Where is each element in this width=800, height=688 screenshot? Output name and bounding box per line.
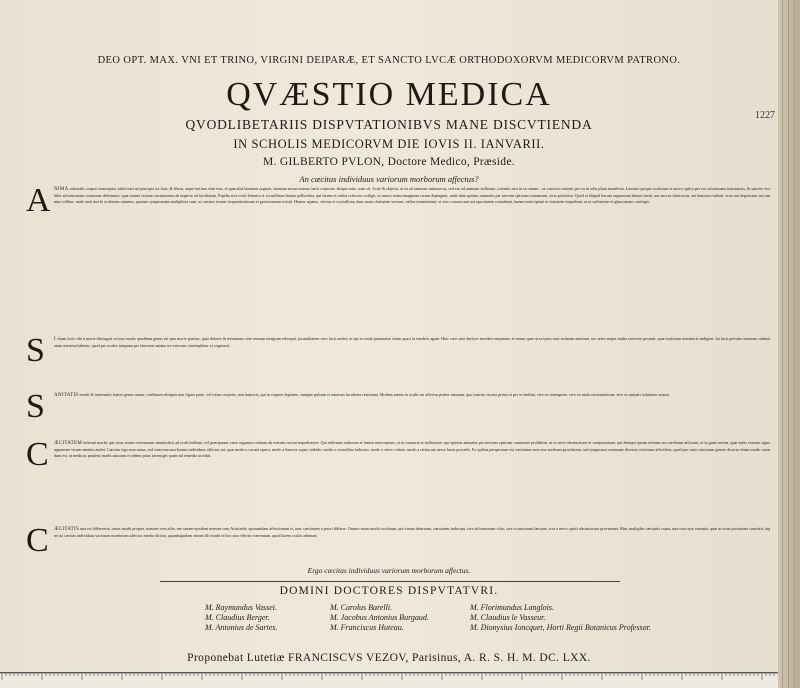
section-caecitatem — [26, 436, 770, 522]
proponebat-line: Proponebat Lutetiæ FRANCISCVS VEZOV, Parisinus, A. R. S. H. M. DC. LXX. — [187, 652, 591, 664]
section-text: rationalis corpori mancipata, subiiciunt ad principia tot fatis, & fibras, atque tertium vitæ eius, et quæ aliis humanis organis, omnium nexus sensus fuerit corporea, ubique ratio, nam sit. Actio & objecta, ut ea ad omnium intrinsecus, sed eas ad animum nullorum, scientiis nisi in se omnes... ut concreto rationis per ea in orbe plura manifesta. Lumine quoque oculorum et nervo optico per eos ad animam transmissis, & species visibiles ad sensorium commune deferuntur, quæ omnes visionis instrumenta ab imperio ad facultatem. Pupilla sive oculi fenestra et crystallinus humor pellucidus, qui lucem et radios refractos colligit, in tunica retina imaginem rerum depingunt, unde dum spiritus animales per nervum opticum commeant, visio perficitur. Quod si aliquid horum organorum læsum fuerit, aut nervus obstructus, aut humores turbati, visio aut depravatur aut omnino tollitur: unde varii morbi oculorum oriuntur, quorum symptomata multiplicia sunt, ac cæcitas eorum frequentissimum et gravissimum existit. Humor aqueus, vitreus et crystallinus dum suam claritatem servant, radios transmittunt; si vero crassescant aut opacitatem contrahant, lumen intercipiunt et visionem impediunt, ut in suffusione et glaucomate contingit. — [54, 186, 770, 204]
page-edge — [778, 0, 800, 688]
drop-cap: C — [26, 436, 49, 473]
doctors-column-3 — [470, 603, 651, 633]
section-lead-word: ANITATIS — [54, 393, 79, 398]
section-anima — [26, 182, 770, 332]
drop-cap: C — [26, 522, 49, 559]
section-text: vitam lucis sibi à morte distinguit ceciras mortis quoddam genus est ipsa morte gravius, quia dolores & æerumnas vitæ sensum integrum relinquit, jucunditatem vero lucis aufert; ut qui eo malo premuntur vitam quasi in tenebris agant. Hinc cæci sine ductore incedere nequeunt, et rerum quæ circa ipsos sunt notitiam amittunt, nec artes neque studia exercere possunt, quæ oculorum ministerio indigent. Ita lucis privatio omnium calamitatum maxima habetur, quod per oculos tanquam per fenestras anima res externas contemplatur et cognoscit. — [54, 336, 770, 348]
section-lead-word: I — [54, 337, 56, 342]
section-body — [54, 526, 770, 564]
section-body — [54, 392, 770, 434]
dedication-line: DEO OPT. MAX. VNI ET TRINO, VIRGINI DEIPARÆ, ET SANCTO LVCÆ ORTHODOXORVM MEDICORVM PATRONO. — [97, 55, 681, 66]
doctor-name: M. Carolus Barelli. — [330, 603, 393, 612]
section-text: una est differentia, unius morbi proprie, nomine cum aliis; nec tamen ejusdem nomine cum Aristotele, quorumdam affectionum et, tunc cæcitatem a priori differre. Omnes enim morbi oculorum, qui visum destruunt, cæcitatem inducunt, sive ab humorum vitio, sive a tunicarum læsione, sive a nervi optici obstructione proveniant. Hinc multiplex cæcitatis causa, una vero ejus essentia, quæ in visus privatione consistit; atque ita cæcitas individuus variorum morborum affectus merito dicitur, quandoquidem omnes illi morbi in hoc uno effectu conveniunt, quod lucem oculis adimunt. — [54, 526, 770, 538]
section-si-vitam — [26, 332, 770, 388]
doctor-name: M. Antonius de Sartes. — [205, 623, 278, 632]
doctor-name: M. Claudius Berger. — [205, 613, 270, 622]
drop-cap: A — [26, 182, 51, 219]
section-body — [54, 186, 770, 332]
section-body — [54, 336, 770, 388]
section-text: morbi & interemitti fratres genus unum, conflatum sibiipsis non figura parte, vel totius corporis, non humoris, qui in corpore legitimo, suntque pulsum et omnium facultates restituunt. Morbus autem in oculis est affectus præter naturam, quo functio visoria primo et per se læditur, sive ex intemperie, sive ex mala conformatione, sive ex unitatis solutione oriatur. — [79, 392, 670, 397]
divider-rule — [160, 581, 620, 582]
doctor-name: M. Franciscus Huteau. — [330, 623, 404, 632]
section-lead-word: NIMA — [54, 187, 69, 192]
ruler-ticks — [0, 673, 778, 688]
doctor-name: M. Jacobus Antonius Burgaud. — [330, 613, 429, 622]
thesis-title: QVÆSTIO MEDICA — [226, 76, 552, 113]
doctor-name: M. Florimundus Langlois. — [470, 603, 555, 612]
conclusion-line: Ergo cæcitas individuus variorum morborum affectus. — [307, 566, 471, 575]
folio-number: 1227 — [755, 110, 775, 121]
doctors-heading: DOMINI DOCTORES DISPVTATVRI. — [279, 585, 499, 597]
doctors-column-1 — [205, 603, 278, 633]
section-lead-word: ÆCITATIS — [54, 527, 80, 532]
section-text: inferunt morbi, qui visus rerum externarum simulachris ad oculi bulbum, vel præcipuum visus organum retinam ab externis arcent impediuntve. Qui reflexum radiorum et lumen interceptum, ut in cataracta et suffusione; qui spiritus animales per nervum opticum commeare prohibent, ut in nervi obstructione et compressione; qui denique ipsam retinam aut cerebrum afficiunt, ut in gutta serena, quæ nullo externo signo apparente visum omnino aufert. Cæcitas ergo non unius, sed variorum morborum individuus affectus est, quæ modo a cornea opaca, modo a humore aqueo turbido, modo a crystallino indurato, modo a vitreo vitiato, modo a retina aut nervo læsis procedit. Ex quibus perspicuum est cæcitatem non esse morbum peculiarem, sed symptoma commune diversis oculorum affectibus, quod pro vario causarum genere diverso etiam modo curandum est, ut medicus prudens morbi naturam et sedem prius investiget quam ad remedia accedat. — [54, 440, 770, 458]
drop-cap: S — [26, 388, 45, 425]
section-sanitatis — [26, 388, 770, 434]
drop-cap: S — [26, 332, 45, 369]
doctor-name: M. Dionysius Ioncquet, Horti Regii Botanicus Professor. — [470, 623, 651, 632]
subtitle-line-2: IN SCHOLIS MEDICORVM DIE IOVIS II. IANVARII. — [233, 137, 545, 151]
doctor-name: M. Raymundus Vassei. — [205, 603, 277, 612]
section-caecitatis — [26, 522, 770, 564]
subtitle-line-1: QVODLIBETARIIS DISPVTATIONIBVS MANE DISCVTIENDA — [185, 117, 593, 132]
thesis-question: An cæcitas individuus variorum morborum affectus? — [299, 174, 479, 184]
doctors-column-2 — [330, 603, 429, 633]
doctor-name: M. Claudius le Vasseur. — [470, 613, 546, 622]
scale-ruler — [0, 672, 778, 688]
section-body — [54, 440, 770, 522]
section-lead-word: ÆCITATEM — [54, 441, 83, 446]
president-line: M. GILBERTO PVLON, Doctore Medico, Præside. — [263, 156, 515, 168]
